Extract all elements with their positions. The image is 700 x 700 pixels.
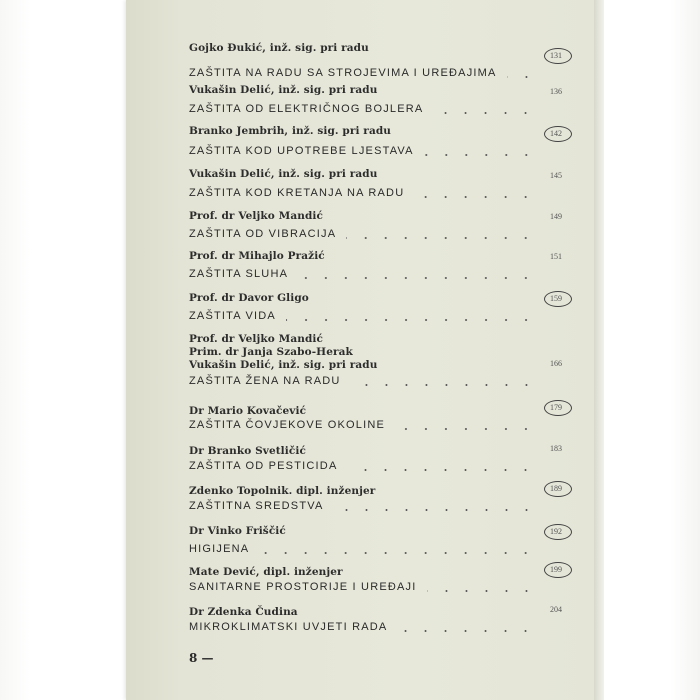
entry-author: Prof. dr Mihajlo Pražić [189,250,325,262]
dot-leader [433,112,536,114]
entry-author: Vukašin Delić, inž. sig. pri radu [189,359,378,371]
entry-page-number: 142 [550,129,562,138]
dot-leader [397,630,536,632]
entry-title: ZAŠTITA OD VIBRACIJA [189,228,337,240]
book-page [126,0,594,700]
dot-leader [414,196,536,198]
dot-leader [395,428,536,430]
entry-title: ZAŠTITA VIDA [189,310,276,322]
entry-title: ZAŠTITNA SREDSTVA [189,500,324,512]
dot-leader [346,237,536,239]
entry-author: Prof. dr Veljko Mandić [189,210,323,222]
entry-author: Gojko Đukić, inž. sig. pri radu [189,42,369,54]
entry-page-number: 189 [550,484,562,493]
dot-leader [259,552,536,554]
entry-title: ZAŠTITA KOD KRETANJA NA RADU [189,187,405,199]
entry-page-number: 192 [550,527,562,536]
entry-title: ZAŠTITA ČOVJEKOVE OKOLINE [189,419,386,431]
dot-leader [507,76,536,78]
entry-title: ZAŠTITA NA RADU SA STROJEVIMA I UREĐAJIMA [189,67,497,79]
entry-page-number: 179 [550,403,562,412]
entry-author: Dr Mario Kovačević [189,405,307,417]
handwritten-circle-mark [544,562,572,578]
page-edge [594,0,604,700]
dot-leader [427,590,536,592]
entry-author: Prim. dr Janja Szabo-Herak [189,346,353,358]
handwritten-circle-mark [544,481,572,497]
entry-title: HIGIJENA [189,543,250,555]
entry-page-number: 199 [550,565,562,574]
entry-author: Vukašin Delić, inž. sig. pri radu [189,84,378,96]
entry-page-number: 149 [550,212,562,221]
entry-author: Dr Zdenka Čudina [189,606,298,618]
entry-author: Mate Dević, dipl. inženjer [189,566,343,578]
entry-page-number: 159 [550,294,562,303]
entry-author: Dr Branko Svetličić [189,445,306,457]
entry-title: ZAŠTITA OD ELEKTRIČNOG BOJLERA [189,103,424,115]
dot-leader [424,154,536,156]
dot-leader [351,384,536,386]
entry-author: Branko Jembrih, inž. sig. pri radu [189,125,392,137]
entry-title: ZAŠTITA SLUHA [189,268,289,280]
entry-page-number: 131 [550,51,562,60]
entry-author: Zdenko Topolnik. dipl. inženjer [189,485,376,497]
handwritten-circle-mark [544,291,572,307]
handwritten-circle-mark [544,524,572,540]
entry-title: SANITARNE PROSTORIJE I UREĐAJI [189,581,417,593]
entry-page-number: 145 [550,171,562,180]
entry-page-number: 183 [550,444,562,453]
entry-title: ZAŠTITA KOD UPOTREBE LJESTAVA [189,145,414,157]
entry-author: Vukašin Delić, inž. sig. pri radu [189,168,378,180]
dot-leader [334,509,537,511]
dot-leader [298,277,536,279]
entry-page-number: 136 [550,87,562,96]
entry-page-number: 204 [550,605,562,614]
entry-author: Dr Vinko Friščić [189,525,286,537]
entry-title: MIKROKLIMATSKI UVJETI RADA [189,621,388,633]
entry-title: ZAŠTITA OD PESTICIDA [189,460,338,472]
entry-page-number: 166 [550,359,562,368]
handwritten-circle-mark [544,48,572,64]
dot-leader [347,469,536,471]
entry-title: ZAŠTITA ŽENA NA RADU [189,375,341,387]
entry-author: Prof. dr Veljko Mandić [189,333,323,345]
dot-leader [286,319,536,321]
entry-author: Prof. dr Davor Gligo [189,292,309,304]
page-number-footer: 8 — [189,651,214,665]
handwritten-circle-mark [544,400,572,416]
entry-page-number: 151 [550,252,562,261]
handwritten-circle-mark [544,126,572,142]
